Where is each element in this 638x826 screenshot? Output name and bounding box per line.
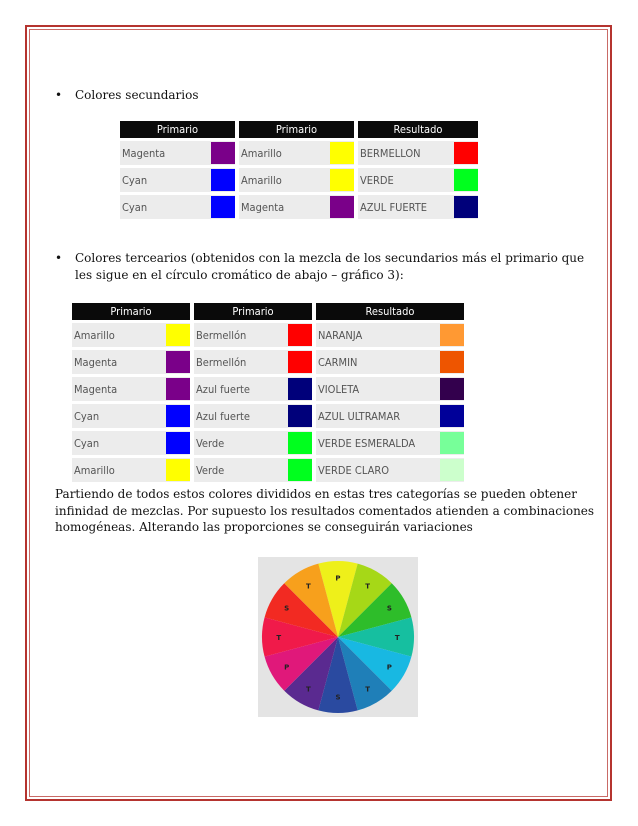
wheel-segment-label: T	[305, 685, 311, 694]
primary-1-swatch	[166, 405, 190, 427]
wheel-segment-label: T	[365, 582, 371, 591]
bullet-text-line-1: Colores tercearios (obtenidos con la mezcla de los secundarios más el primario que	[75, 251, 585, 265]
bullet-marker: •	[55, 88, 63, 102]
bullet-text: Colores secundarios	[75, 88, 199, 102]
primary-1-swatch	[166, 324, 190, 346]
primary-1-name: Magenta	[72, 377, 166, 401]
header-primario-1: Primario	[72, 303, 190, 320]
primary-2-name: Verde	[194, 431, 288, 455]
result-name: VERDE ESMERALDA	[316, 431, 440, 455]
table-row	[72, 404, 464, 428]
primary-2-name: Azul fuerte	[194, 377, 288, 401]
result-swatch	[440, 459, 464, 481]
secondary-colors-table	[120, 121, 478, 219]
result-name: VERDE CLARO	[316, 458, 440, 482]
result-swatch	[440, 351, 464, 373]
primary-2-swatch	[288, 459, 312, 481]
primary-1-name: Cyan	[72, 404, 166, 428]
primary-2-name: Amarillo	[239, 141, 330, 165]
result-swatch	[454, 142, 478, 164]
primary-1-name: Amarillo	[72, 458, 166, 482]
primary-2-name: Bermellón	[194, 350, 288, 374]
tertiary-colors-table	[72, 303, 464, 482]
wheel-segment-label: P	[335, 574, 341, 583]
table-row	[72, 323, 464, 347]
primary-1-name: Cyan	[120, 195, 211, 219]
result-name: VERDE	[358, 168, 454, 192]
wheel-segment-label: P	[386, 663, 392, 672]
table-row	[72, 431, 464, 455]
table-header-row	[72, 303, 464, 320]
table-row	[120, 168, 478, 192]
wheel-segment-label: T	[276, 634, 282, 642]
primary-1-name: Cyan	[120, 168, 211, 192]
primary-2-name: Verde	[194, 458, 288, 482]
wheel-segment-label: T	[365, 685, 371, 694]
primary-1-swatch	[211, 142, 235, 164]
primary-1-swatch	[166, 351, 190, 373]
primary-2-name: Magenta	[239, 195, 330, 219]
body-paragraph	[55, 486, 595, 536]
header-primario-2: Primario	[194, 303, 312, 320]
primary-1-swatch	[166, 432, 190, 454]
result-name: VIOLETA	[316, 377, 440, 401]
primary-1-name: Magenta	[120, 141, 211, 165]
primary-2-swatch	[288, 405, 312, 427]
result-swatch	[440, 432, 464, 454]
table-row	[120, 141, 478, 165]
wheel-segment-label: T	[394, 634, 400, 642]
wheel-segment-label: S	[386, 604, 392, 613]
result-name: AZUL ULTRAMAR	[316, 404, 440, 428]
table-header-row	[120, 121, 478, 138]
result-swatch	[454, 196, 478, 218]
primary-2-name: Bermellón	[194, 323, 288, 347]
primary-2-swatch	[330, 196, 354, 218]
primary-1-swatch	[211, 196, 235, 218]
table-row	[72, 458, 464, 482]
header-resultado: Resultado	[316, 303, 464, 320]
color-wheel	[258, 557, 418, 717]
header-resultado: Resultado	[358, 121, 478, 138]
wheel-segment-label: S	[335, 693, 341, 702]
primary-1-name: Magenta	[72, 350, 166, 374]
paragraph-line-3: homogéneas. Alterando las proporciones se conseguirán variaciones	[55, 520, 473, 534]
primary-1-name: Cyan	[72, 431, 166, 455]
color-wheel-figure	[258, 557, 418, 717]
paragraph-line-2: infinidad de mezclas. Por supuesto los resultados comentados atienden a combinaciones	[55, 503, 595, 518]
primary-2-swatch	[330, 142, 354, 164]
primary-2-name: Azul fuerte	[194, 404, 288, 428]
primary-2-swatch	[288, 378, 312, 400]
bullet-text-line-2: les sigue en el círculo cromático de abajo – gráfico 3):	[75, 268, 404, 282]
primary-2-swatch	[288, 351, 312, 373]
result-swatch	[440, 378, 464, 400]
result-name: BERMELLON	[358, 141, 454, 165]
header-primario-1: Primario	[120, 121, 235, 138]
result-name: AZUL FUERTE	[358, 195, 454, 219]
wheel-segment-label: T	[305, 582, 311, 591]
table-row	[120, 195, 478, 219]
primary-1-swatch	[166, 459, 190, 481]
primary-1-name: Amarillo	[72, 323, 166, 347]
result-swatch	[440, 405, 464, 427]
wheel-segment-label: P	[284, 663, 290, 672]
wheel-segment-label: S	[284, 604, 290, 613]
primary-2-name: Amarillo	[239, 168, 330, 192]
primary-1-swatch	[211, 169, 235, 191]
bullet-tertiary-colors	[55, 250, 595, 284]
primary-1-swatch	[166, 378, 190, 400]
result-name: CARMIN	[316, 350, 440, 374]
primary-2-swatch	[288, 432, 312, 454]
header-primario-2: Primario	[239, 121, 354, 138]
table-row	[72, 350, 464, 374]
result-swatch	[440, 324, 464, 346]
paragraph-line-1: Partiendo de todos estos colores divididos en estas tres categorías se pueden obtener	[55, 487, 577, 501]
result-name: NARANJA	[316, 323, 440, 347]
result-swatch	[454, 169, 478, 191]
primary-2-swatch	[288, 324, 312, 346]
table-row	[72, 377, 464, 401]
bullet-marker: •	[55, 251, 63, 265]
bullet-secondary-colors	[55, 87, 355, 104]
primary-2-swatch	[330, 169, 354, 191]
